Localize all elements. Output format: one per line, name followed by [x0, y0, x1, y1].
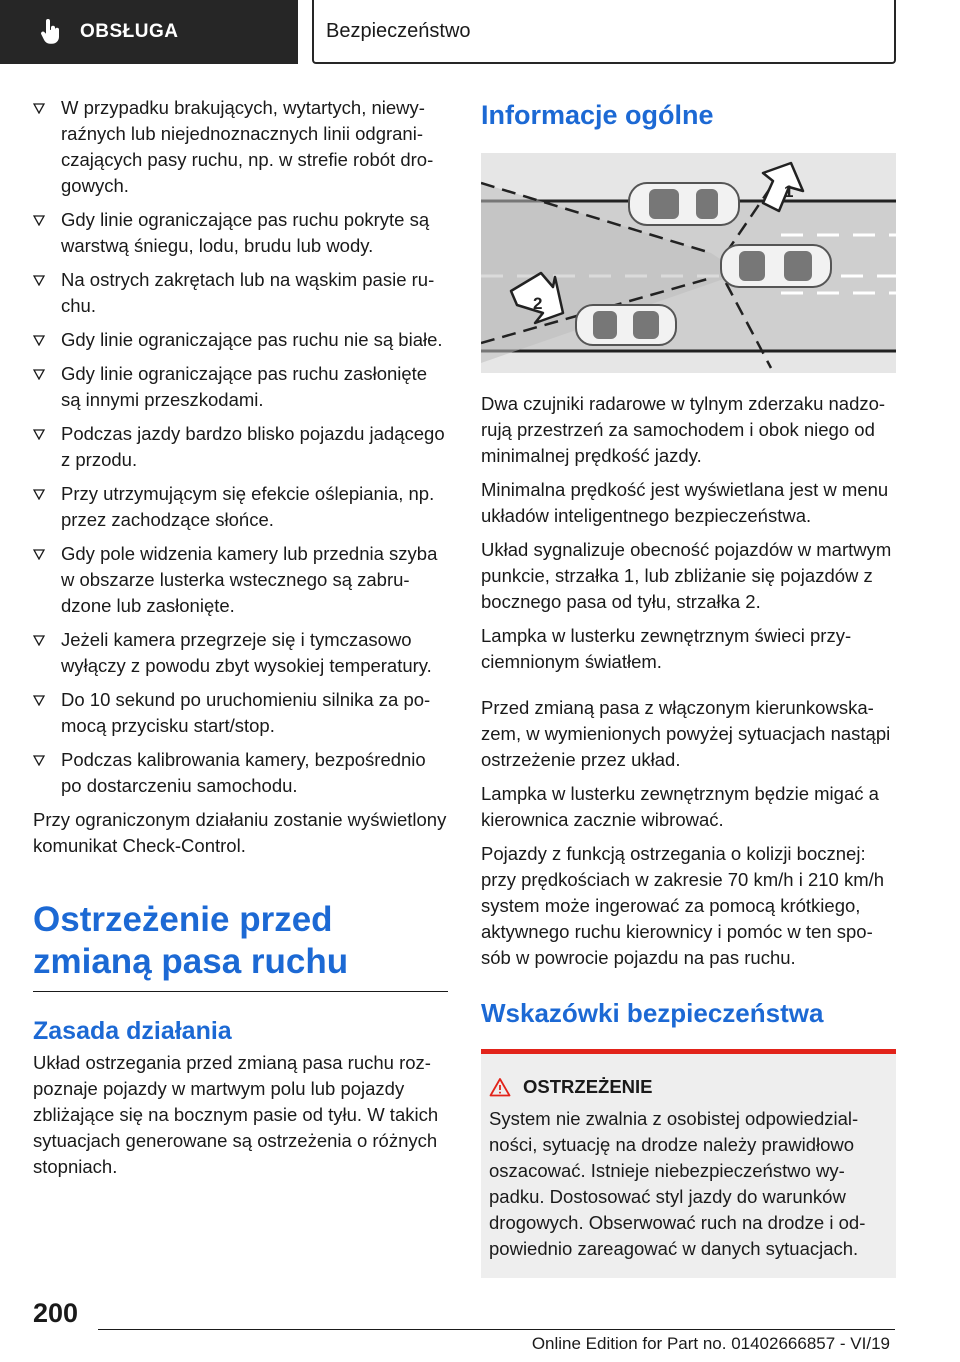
triangle-bullet-icon: [33, 369, 45, 380]
svg-text:2: 2: [533, 294, 543, 313]
section-tab: [0, 0, 298, 64]
section-heading: Ostrzeżenie przed zmianą pasa ruchu: [33, 899, 448, 992]
svg-text:1: 1: [784, 182, 794, 201]
left-column: [33, 95, 448, 1188]
list-item: W przypadku brakujących, wytartych, niewyraźnych lub niejednoznacznych linii odgraniczających pasy ruchu, np. w strefie robót drogowych.: [33, 95, 448, 199]
triangle-bullet-icon: [33, 695, 45, 706]
triangle-bullet-icon: [33, 335, 45, 346]
right-column: [481, 95, 896, 1278]
chapter-title: Bezpieczeństwo: [326, 19, 471, 42]
car-approaching: [576, 305, 676, 345]
triangle-bullet-icon: [33, 755, 45, 766]
list-item: Przy utrzymującym się efekcie oślepiania, np. przez zachodzące słońce.: [33, 481, 448, 533]
warning-text: System nie zwalnia z osobistej odpowiedzialności, sytuację na drodze należy prawidłowo oszacować. Istnieje niebezpieczeństwo wypadku. Dostosować styl jazdy do warunków drogowych. Obserwować ruch na drodze i odpowiednio zareagować w danych sytuacjach.: [489, 1108, 866, 1259]
lane-change-illustration: [481, 153, 896, 373]
list-item: Gdy linie ograniczające pas ruchu pokryte są warstwą śniegu, lodu, brudu lub wody.: [33, 207, 448, 259]
list-item: Gdy pole widzenia kamery lub przednia szyba w obszarze lusterka wstecznego są zabrudzone lub zasłonięte.: [33, 541, 448, 619]
warning-header: [489, 1074, 888, 1100]
own-car: [721, 245, 831, 287]
principle-text: Układ ostrzegania przed zmianą pasa ruchu rozpoznaje pojazdy w martwym polu lub pojazdy zbliżające się na bocznym pasie od tyłu. W takich sytuacjach generowane są ostrzeżenia o różnych stopniach.: [33, 1052, 439, 1177]
list-item: Na ostrych zakrętach lub na wąskim pasie ruchu.: [33, 267, 448, 319]
list-item: Do 10 sekund po uruchomieniu silnika za pomocą przycisku start/stop.: [33, 687, 448, 739]
list-item: Gdy linie ograniczające pas ruchu zasłonięte są innymi przeszkodami.: [33, 361, 448, 413]
check-control-note: Przy ograniczonym działaniu zostanie wyświetlony komunikat Check-Control.: [33, 809, 447, 856]
general-paragraph: Lampka w lusterku zewnętrznym świeci przyciemnionym światłem.: [481, 625, 852, 672]
limitations-list: [33, 95, 448, 799]
page-number: 200: [33, 1298, 79, 1328]
warning-triangle-icon: [489, 1077, 511, 1097]
subsection-heading-safety: Wskazówki bezpieczeństwa: [481, 998, 824, 1028]
triangle-bullet-icon: [33, 103, 45, 114]
triangle-bullet-icon: [33, 635, 45, 646]
chapter-tab: [312, 0, 896, 64]
list-item: Jeżeli kamera przegrzeje się i tymczasowo wyłączy z powodu zbyt wysokiej temperatury.: [33, 627, 448, 679]
general-paragraph: Lampka w lusterku zewnętrznym będzie migać a kierownica zacznie wibrować.: [481, 783, 879, 830]
general-paragraph: Pojazdy z funkcją ostrzegania o kolizji bocznej: przy prędkościach w zakresie 70 km/h i 210 km/h system może ingerować za pomocą krótkiego, aktywnego ruchu kierownicy i pomóc w ten sposób w powrocie pojazdu na pas ruchu.: [481, 843, 885, 968]
triangle-bullet-icon: [33, 429, 45, 440]
triangle-bullet-icon: [33, 549, 45, 560]
subsection-heading-general: Informacje ogólne: [481, 100, 714, 130]
general-paragraph: Minimalna prędkość jest wyświetlana jest w menu układów inteligentnego bezpieczeństwa.: [481, 479, 889, 526]
general-paragraph: Przed zmianą pasa z włączonym kierunkowskazem, w wymienionych powyżej sytuacjach nastąpi ostrzeżenie przez układ.: [481, 697, 891, 770]
subsection-heading-principle: Zasada działania: [33, 1017, 232, 1045]
triangle-bullet-icon: [33, 215, 45, 226]
edition-note: Online Edition for Part no. 01402666857 - VI/19: [531, 1334, 890, 1353]
list-item: Podczas kalibrowania kamery, bezpośrednio po dostarczeniu samochodu.: [33, 747, 448, 799]
triangle-bullet-icon: [33, 275, 45, 286]
warning-title: OSTRZEŻENIE: [523, 1076, 653, 1097]
general-paragraph: Dwa czujniki radarowe w tylnym zderzaku nadzorują przestrzeń za samochodem i obok niego od minimalnej prędkość jazdy.: [481, 393, 886, 466]
car-blind-spot: [629, 183, 739, 225]
list-item: Podczas jazdy bardzo blisko pojazdu jadącego z przodu.: [33, 421, 448, 473]
warning-box: [481, 1049, 896, 1278]
road-diagram: [481, 153, 896, 373]
general-paragraph: Układ sygnalizuje obecność pojazdów w martwym punkcie, strzałka 1, lub zbliżanie się pojazdów z bocznego pasa od tyłu, strzałka 2.: [481, 539, 892, 612]
triangle-bullet-icon: [33, 489, 45, 500]
list-item: Gdy linie ograniczające pas ruchu nie są białe.: [33, 327, 448, 353]
section-title: OBSŁUGA: [80, 21, 179, 42]
footer-divider: [98, 1329, 895, 1330]
hand-pointer-icon: [40, 19, 62, 45]
